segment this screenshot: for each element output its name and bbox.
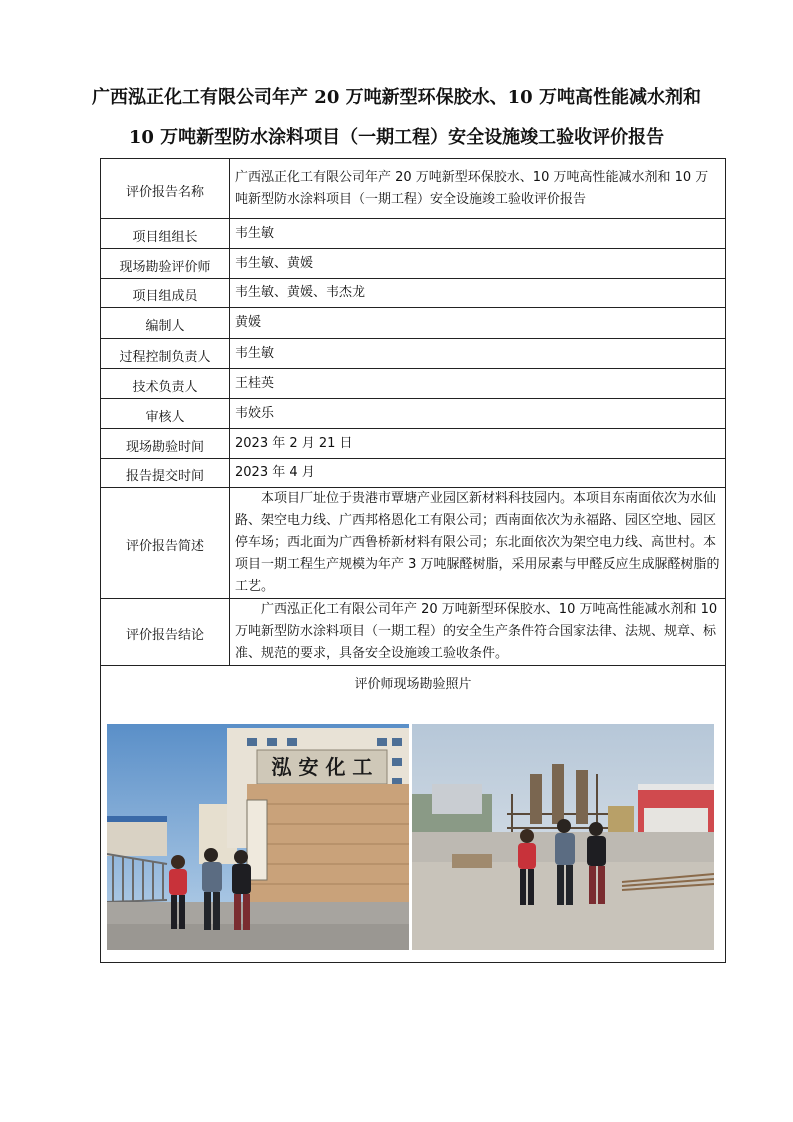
row-value: 黄媛 [230, 308, 726, 339]
table-row [101, 399, 726, 429]
row-value: 本项目厂址位于贵港市覃塘产业园区新材料科技园内。本项目东南面依次为水仙路、架空电力线、广西邦格恩化工有限公司；西南面依次为永福路、园区空地、园区停车场；西北面为广西鲁桥新材料有限公司；东北面依次为架空电力线、高世村。本项目一期工程生产规模为年产 3 万吨脲醛树脂，采用尿素与甲醛反应生成脲醛树脂的工艺。 [230, 488, 726, 599]
table-row [101, 159, 726, 219]
row-label: 评价报告名称 [101, 159, 230, 219]
report-info-table [100, 158, 726, 963]
table-row [101, 339, 726, 369]
row-value: 王桂英 [230, 369, 726, 399]
photo-row [101, 666, 726, 963]
row-value: 韦生敏 [230, 339, 726, 369]
gate-sign-text: 泓 安 化 工 [271, 755, 373, 779]
row-label: 过程控制负责人 [101, 339, 230, 369]
table-row [101, 219, 726, 249]
row-value: 韦生敏 [230, 219, 726, 249]
row-label: 报告提交时间 [101, 459, 230, 488]
row-value: 2023 年 2 月 21 日 [230, 429, 726, 459]
row-label: 项目组成员 [101, 279, 230, 308]
row-label: 审核人 [101, 399, 230, 429]
table-row [101, 369, 726, 399]
report-title-line2: 10 万吨新型防水涂料项目（一期工程）安全设施竣工验收评价报告 [128, 127, 665, 148]
row-label: 现场勘验时间 [101, 429, 230, 459]
row-label: 技术负责人 [101, 369, 230, 399]
row-label: 现场勘验评价师 [101, 249, 230, 279]
factory-gate-image [107, 724, 409, 950]
photo-factory-gate [107, 724, 409, 950]
table-row [101, 599, 726, 666]
table-row [101, 488, 726, 599]
report-title-line1: 广西泓正化工有限公司年产 20 万吨新型环保胶水、10 万吨高性能减水剂和 [92, 87, 701, 108]
table-row [101, 279, 726, 308]
row-value: 韦姣乐 [230, 399, 726, 429]
row-value: 韦生敏、黄媛 [230, 249, 726, 279]
row-value: 广西泓正化工有限公司年产 20 万吨新型环保胶水、10 万吨高性能减水剂和 10 万吨新型防水涂料项目（一期工程）安全设施竣工验收评价报告 [230, 159, 726, 219]
row-label: 评价报告结论 [101, 599, 230, 666]
row-value: 2023 年 4 月 [230, 459, 726, 488]
photo-plant-site [412, 724, 714, 950]
row-label: 项目组组长 [101, 219, 230, 249]
row-value: 韦生敏、黄媛、韦杰龙 [230, 279, 726, 308]
photo-cell [101, 666, 726, 963]
table-row [101, 459, 726, 488]
table-row [101, 249, 726, 279]
row-value: 广西泓正化工有限公司年产 20 万吨新型环保胶水、10 万吨高性能减水剂和 10 万吨新型防水涂料项目（一期工程）的安全生产条件符合国家法律、法规、规章、标准、规范的要求，具备安全设施竣工验收条件。 [230, 599, 726, 666]
photo-heading: 评价师现场勘验照片 [354, 677, 472, 692]
row-label: 评价报告简述 [101, 488, 230, 599]
table-row [101, 429, 726, 459]
table-row [101, 308, 726, 339]
plant-site-image [412, 724, 714, 950]
row-label: 编制人 [101, 308, 230, 339]
